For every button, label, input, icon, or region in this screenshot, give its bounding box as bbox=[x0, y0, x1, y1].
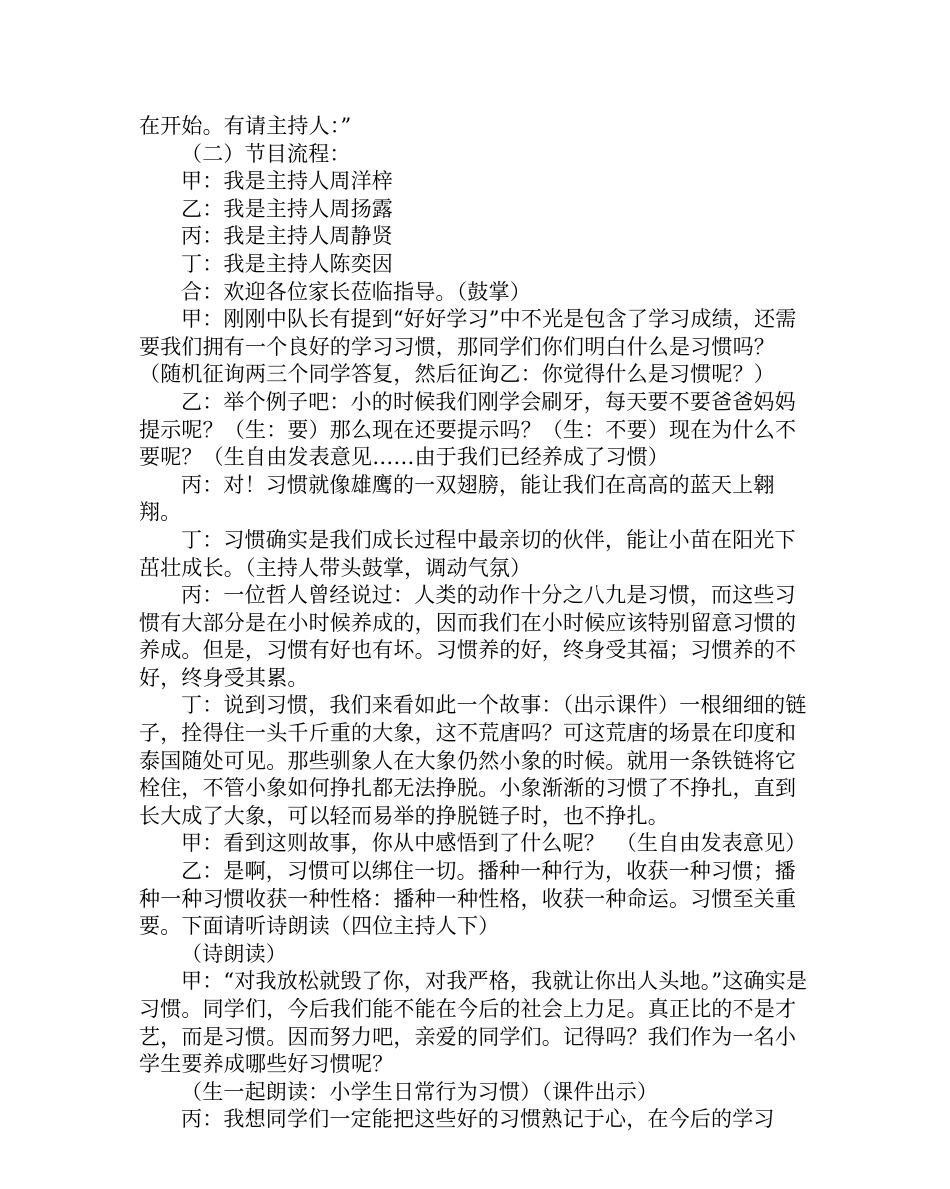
document-page bbox=[139, 113, 814, 1134]
paragraph: 丙：一位哲人曾经说过：人类的动作十分之八九是习惯，而这些习惯有大部分是在小时候养成的，因而我们在小时候应该特别留意习惯的养成。但是，习惯有好也有坏。习惯养的好，终身受其福；习惯养的不好，终身受其累。 bbox=[139, 583, 797, 690]
paragraph: （生一起朗读：小学生日常行为习惯）（课件出示） bbox=[181, 1079, 659, 1104]
paragraph: 乙：我是主持人周扬露 bbox=[181, 196, 393, 221]
paragraph: 丁：说到习惯，我们来看如此一个故事：（出示课件）一根细细的链子，拴得住一头千斤重的大象，这不荒唐吗？可这荒唐的场景在印度和泰国随处可见。那些驯象人在大象仍然小象的时候。就用一条铁链将它栓住，不管小象如何挣扎都无法挣脱。小象渐渐的习惯了不挣扎，直到长大成了大象，可以轻而易举的挣脱链子时，也不挣扎。 bbox=[139, 693, 807, 828]
paragraph: 甲：我是主持人周洋梓 bbox=[181, 169, 393, 194]
paragraph: 丁：我是主持人陈奕因 bbox=[181, 251, 393, 276]
paragraph: 丙：我想同学们一定能把这些好的习惯熟记于心，在今后的学习 bbox=[181, 1107, 775, 1132]
paragraph: （诗朗读） bbox=[181, 941, 287, 966]
paragraph: 丙：我是主持人周静贤 bbox=[181, 224, 393, 249]
paragraph: 甲：“对我放松就毁了你，对我严格，我就让你出人头地。”这确实是习惯。同学们，今后我们能不能在今后的社会上力足。真正比的不是才艺，而是习惯。因而努力吧，亲爱的同学们。记得吗？我们作为一名小学生要养成哪些好习惯呢？ bbox=[139, 969, 808, 1077]
paragraph: 丁：习惯确实是我们成长过程中最亲切的伙伴，能让小苗在阳光下茁壮成长。（主持人带头鼓掌，调动气氛） bbox=[139, 527, 796, 580]
paragraph: 乙：是啊，习惯可以绑住一切。播种一种行为，收获一种习惯；播种一种习惯收获一种性格：播种一种性格，收获一种命运。习惯至关重要。下面请听诗朗读（四位主持人下） bbox=[139, 859, 797, 939]
paragraph: 乙：举个例子吧：小的时候我们刚学会刷牙，每天要不要爸爸妈妈提示呢？（生：要）那么现在还要提示吗？（生：不要）现在为什么不要呢？（生自由发表意见……由于我们已经养成了习惯） bbox=[139, 389, 797, 470]
paragraph: 甲：看到这则故事，你从中感悟到了什么呢？ （生自由发表意见） bbox=[181, 831, 807, 856]
paragraph: 甲：刚刚中队长有提到“好好学习”中不光是包含了学习成绩，还需要我们拥有一个良好的学习习惯，那同学们你们明白什么是习惯吗？（随机征询两三个同学答复，然后征询乙：你觉得什么是习惯呢？） bbox=[139, 307, 797, 387]
paragraph: 丙：对！习惯就像雄鹰的一双翅膀，能让我们在高高的蓝天上翱翔。 bbox=[139, 472, 775, 525]
paragraph: 合：欢迎各位家长莅临指导。（鼓掌） bbox=[181, 279, 531, 304]
section-heading: （二）节目流程： bbox=[181, 141, 351, 166]
paragraph: 在开始。有请主持人：” bbox=[139, 114, 352, 138]
